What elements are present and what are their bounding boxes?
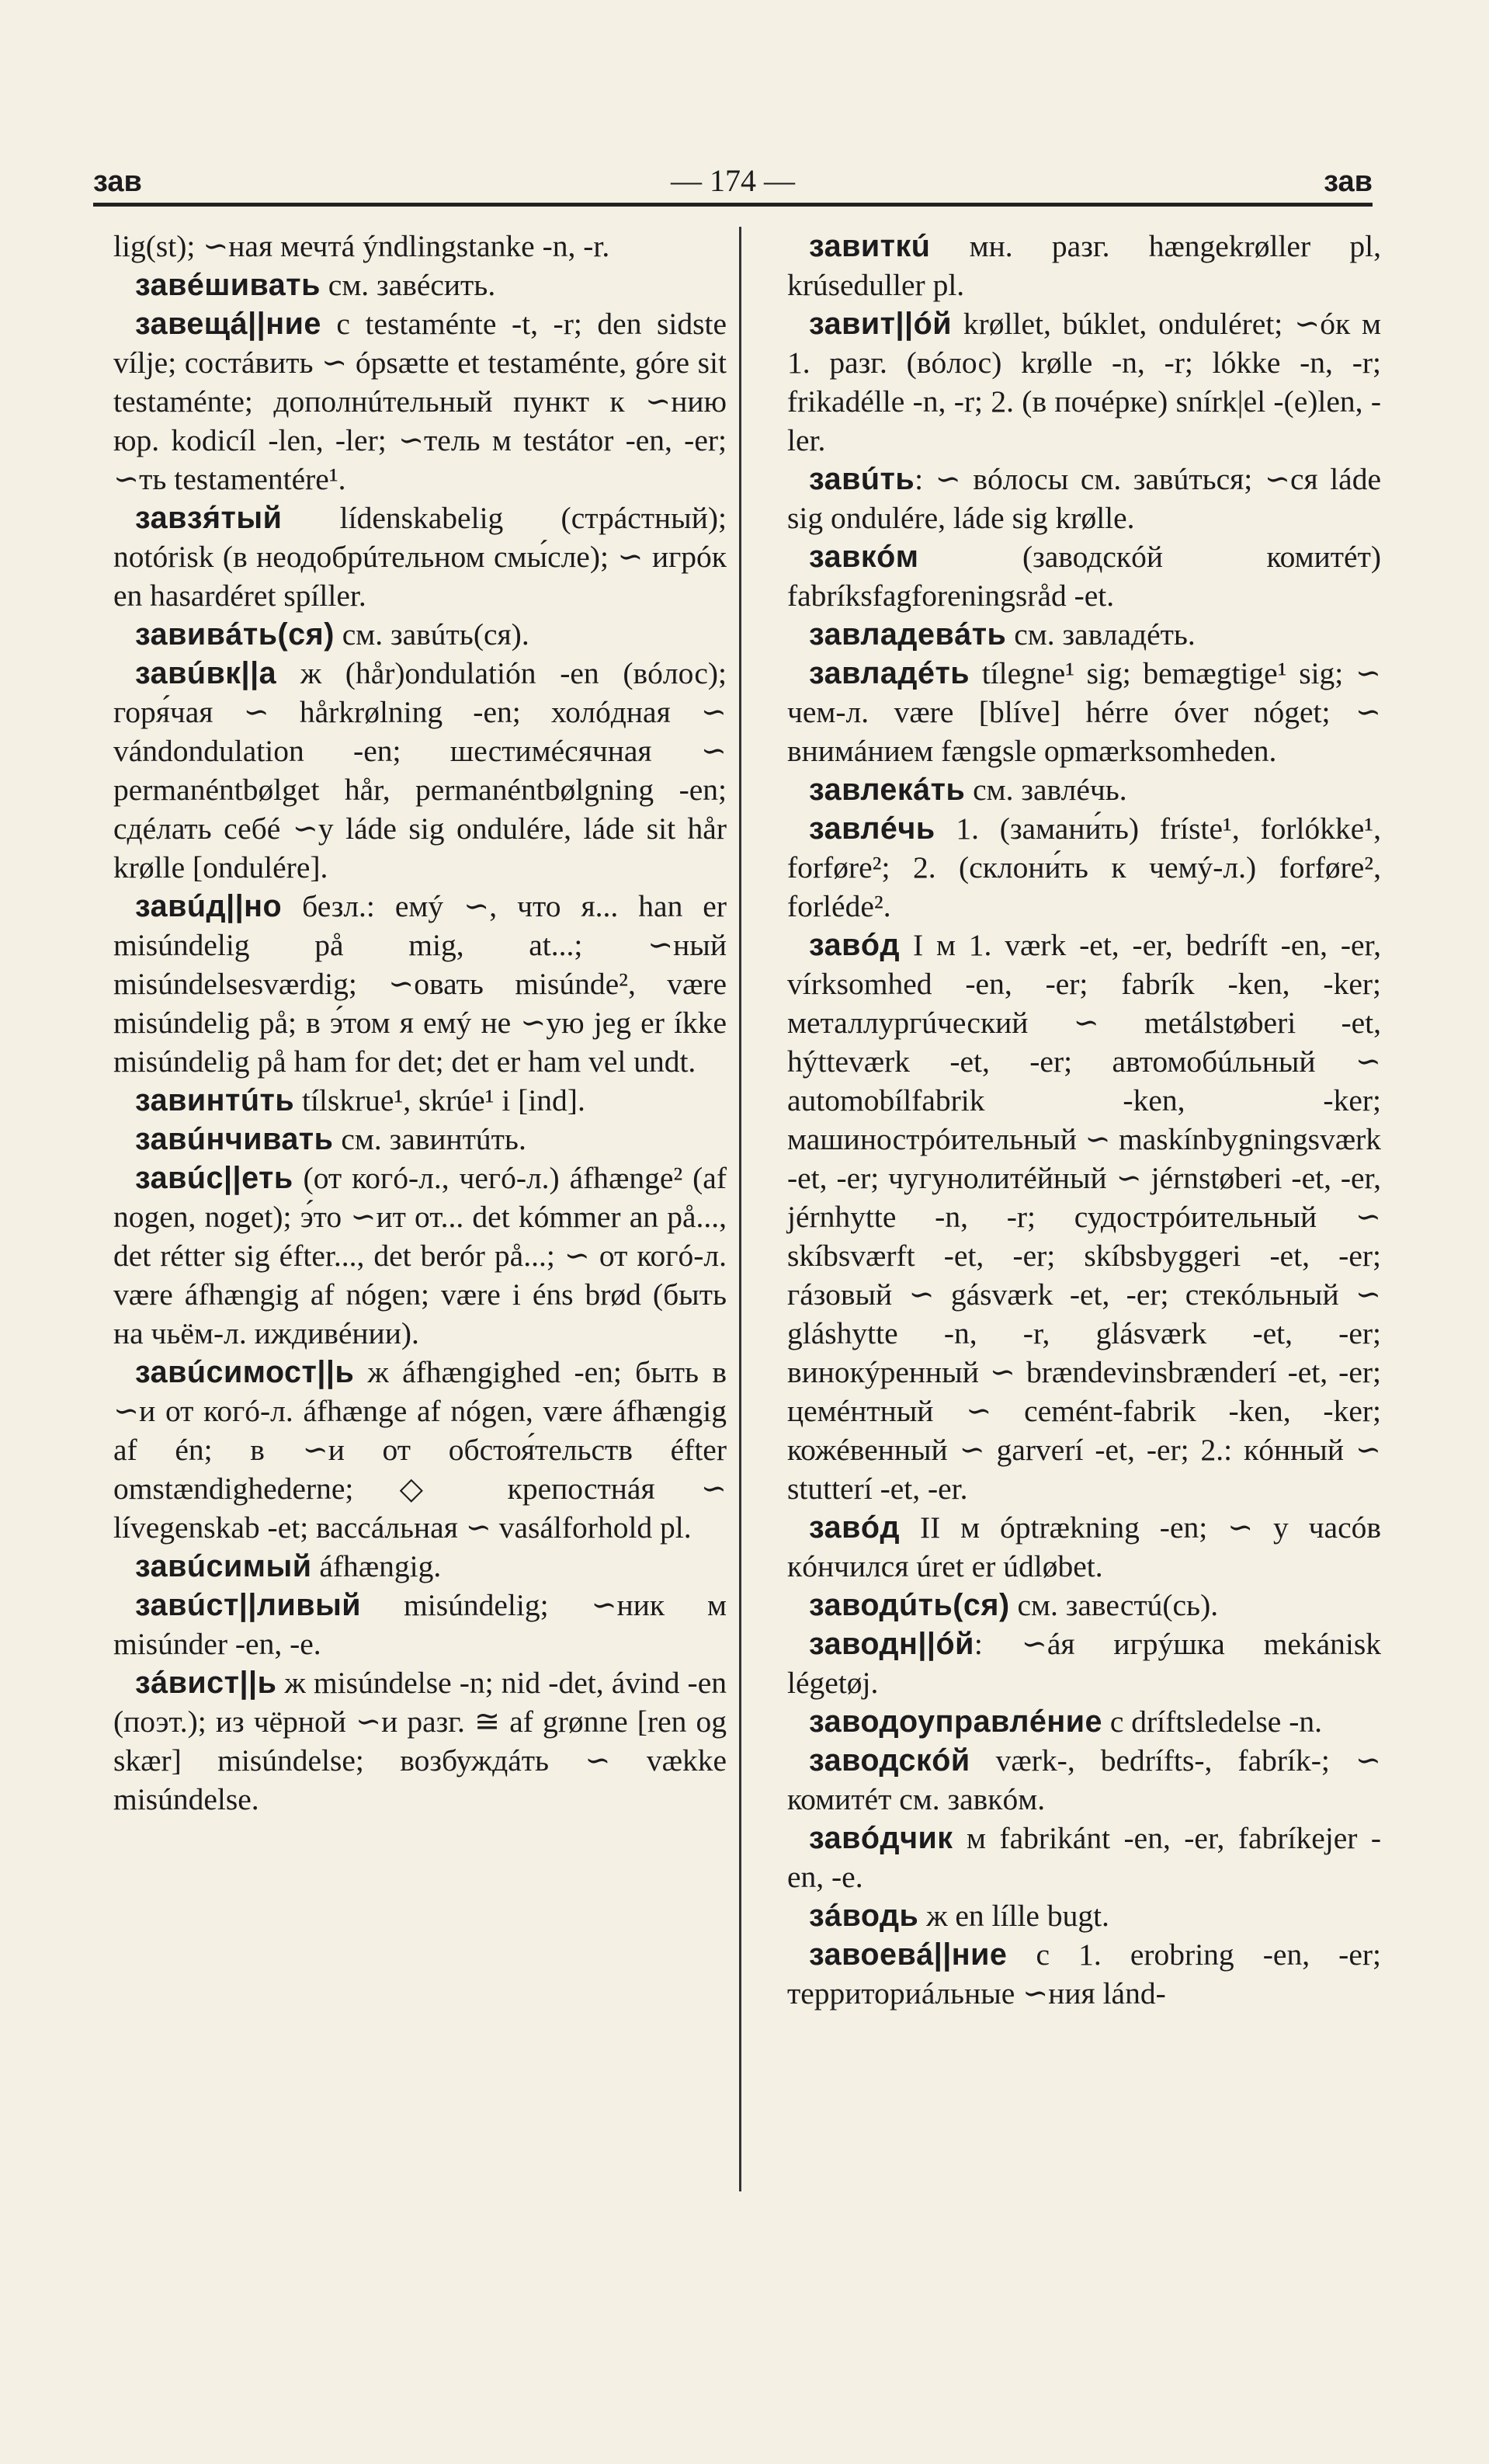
right-column bbox=[787, 227, 1381, 2013]
dictionary-entry: завúсимост||ь ж áfhængighed -en; быть в ∽и от когó-л. áfhænge af nógen, være áfhængig af én; в ∽и от обстоя́тельств éfter omstændighederne; ◇ крепостнáя ∽ lívegenskab -et; вассáльная ∽ vasálforhold pl. bbox=[113, 1355, 727, 1545]
dictionary-entry: завéшивать см. завéсить. bbox=[135, 268, 496, 302]
dictionary-entry: заводúть(ся) см. завестú(сь). bbox=[809, 1588, 1219, 1622]
dictionary-entry: завладéть tílegne¹ sig; bemægtige¹ sig; ∽ чем-л. være [blíve] hérre óver nóget; ∽ внимáнием fængsle opmærksomheden. bbox=[787, 656, 1381, 768]
dictionary-entry: завóд II м óptrækning -en; ∽ у часóв кóнчился úret er údløbet. bbox=[787, 1510, 1381, 1583]
dictionary-entry: завúвк||а ж (hår)ondulatión -en (вóлос); горя́чая ∽ hårkrølning -en; холóдная ∽ vándondulation -en; шестимéсячная ∽ permanéntbølget hår, permanéntbølgning -en; сдéлать себé ∽у láde sig ondulére, láde sit hår krølle [ondulére]. bbox=[113, 656, 727, 884]
dictionary-entry: lig(st); ∽ная мечтá ýndlingstanke -n, -r. bbox=[113, 229, 610, 263]
dictionary-entry: завладевáть см. завладéть. bbox=[809, 617, 1196, 652]
dictionary-entry: заводскóй værk-, bedrífts-, fabrík-; ∽ комитéт см. завкóм. bbox=[787, 1743, 1381, 1816]
dictionary-entry: завинтúть tílskrue¹, skrúe¹ i [ind]. bbox=[135, 1083, 585, 1117]
header-guide-word-right: зав bbox=[1324, 165, 1373, 198]
dictionary-entry: завóд I м 1. værk -et, -er, bedríft -en, -er, vírksomhed -en, -er; fabrík -ken, -ker; металлургúческий ∽ metálstøberi -et, hýtteværk -et, -er; автомобúльный ∽ automobílfabrik -ken, -ker; машинострóительный ∽ maskínbygningsværk -et, -er; чугунолитéйный ∽ jérnstøberi -et, -er, jérnhytte -n, -r; судострóительный ∽ skíbsværft -et, -er; skíbsbyggeri -et, -er; гáзовый ∽ gásværk -et, -er; стекóльный ∽ gláshytte -n, -r, glásværk -et, -er; винокýренный ∽ brændevinsbrænderí -et, -er; цемéнтный ∽ cemént-fabrik -ken, -ker; кожéвенный ∽ garverí -et, -er; 2.: кóнный ∽ stutterí -et, -er. bbox=[787, 928, 1381, 1506]
header-guide-word-left: зав bbox=[93, 165, 142, 198]
dictionary-entry: завúст||ливый misúndelig; ∽ник м misúnder -en, -e. bbox=[113, 1588, 727, 1661]
dictionary-entry: зáвист||ь ж misúndelse -n; nid -det, ávind -en (поэт.); из чёрной ∽и разг. ≅ af grønne [ren og skær] misúndelse; возбуждáть ∽ vække misúndelse. bbox=[113, 1666, 727, 1816]
dictionary-entry: завит||óй krøllet, búklet, onduléret; ∽óк м 1. разг. (вóлос) krølle -n, -r; lókke -n, -r; frikadélle -n, -r; 2. (в почéрке) snírk|el -(e)len, -ler. bbox=[787, 307, 1381, 457]
dictionary-entry: завúс||еть (от когó-л., чегó-л.) áfhænge² (af nogen, noget); э́то ∽ит от... det kómmer an på..., det rétter sig éfter..., det berór på...; ∽ от когó-л. være áfhængig af nógen; være i éns brød (быть на чьём-л. иждивéнии). bbox=[113, 1161, 727, 1350]
dictionary-entry: завóдчик м fabrikánt -en, -er, fabríkejer -en, -e. bbox=[787, 1821, 1381, 1894]
dictionary-entry: завúть: ∽ вóлосы см. завúться; ∽ся láde sig ondulére, láde sig krølle. bbox=[787, 462, 1381, 535]
dictionary-entry: завиткú мн. разг. hængekrøller pl, krúseduller pl. bbox=[787, 229, 1381, 302]
dictionary-entry: завещá||ние с testaménte -t, -r; den sidste vílje; состáвить ∽ ópsætte et testaménte, góre sit testaménte; дополнúтельный пункт к ∽нию юр. kodicíl -len, -ler; ∽тель м testátor -en, -er; ∽ть testamentére¹. bbox=[113, 307, 727, 496]
dictionary-entry: завивáть(ся) см. завúть(ся). bbox=[135, 617, 529, 652]
left-column bbox=[113, 227, 727, 1819]
dictionary-entry: завоевá||ние с 1. erobring -en, -er; территориáльные ∽ния lánd- bbox=[787, 1937, 1381, 2010]
dictionary-entry: заводн||óй: ∽áя игрýшка mekánisk légetøj. bbox=[787, 1627, 1381, 1700]
dictionary-entry: заводоуправлéние с dríftsledelse -n. bbox=[809, 1705, 1322, 1739]
dictionary-entry: зáводь ж en lílle bugt. bbox=[809, 1899, 1109, 1933]
header-rule bbox=[93, 203, 1373, 207]
dictionary-entry: завúнчивать см. завинтúть. bbox=[135, 1122, 526, 1156]
column-divider bbox=[739, 227, 741, 2191]
dictionary-entry: завлекáть см. завлéчь. bbox=[809, 773, 1127, 807]
page-header bbox=[93, 152, 1373, 207]
dictionary-entry: завлéчь 1. (замани́ть) fríste¹, forlókke¹, forføre²; 2. (склони́ть к чемý-л.) forføre², forléde². bbox=[787, 811, 1381, 923]
dictionary-entry: завúсимый áfhængig. bbox=[135, 1549, 442, 1583]
dictionary-entry: завзя́тый lídenskabelig (стрáстный); notórisk (в неодобрúтельном смы́сле); ∽ игрóк en hasardéret spíller. bbox=[113, 501, 727, 613]
dictionary-entry: завúд||но безл.: емý ∽, что я... han er misúndelig på mig, at...; ∽ный misúndelsesværdig; ∽овать misúnde², være misúndelig på; в э́том я емý не ∽ую jeg er íkke misúndelig på ham for det; det er ham vel undt. bbox=[113, 889, 727, 1079]
dictionary-entry: завкóм (заводскóй комитéт) fabríksfagforeningsråd -et. bbox=[787, 540, 1381, 613]
page-number: — 174 — bbox=[671, 163, 795, 198]
